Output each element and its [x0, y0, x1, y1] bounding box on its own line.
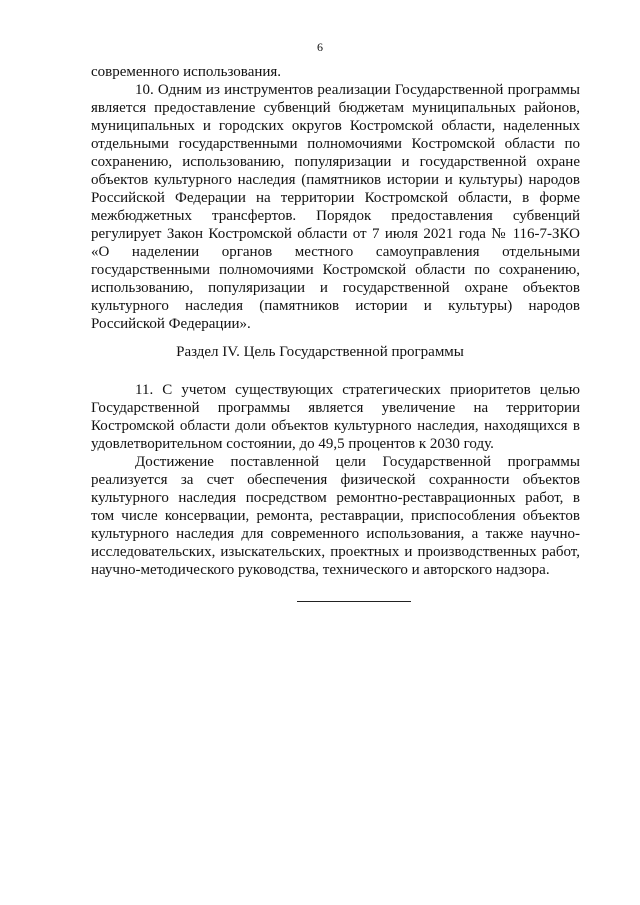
paragraph-12-line: культурного наследия для современного использования, а также научно- [91, 526, 580, 542]
paragraph-10-line: государственными полномочиями Костромской области по сохранению, [91, 262, 580, 278]
closing-divider [297, 601, 411, 602]
paragraph-10-line: объектов культурного наследия (памятников истории и культуры) народов [91, 172, 580, 188]
paragraph-10-line: культурного наследия (памятников истории и культуры) народов [91, 298, 580, 314]
section-heading: Раздел IV. Цель Государственной программы [176, 344, 464, 360]
paragraph-11-line: Государственной программы является увеличение на территории [91, 400, 580, 416]
paragraph-10-line: регулирует Закон Костромской области от 7 июля 2021 года № 116-7-ЗКО [91, 226, 580, 242]
paragraph-12-line: том числе консервации, ремонта, реставрации, приспособления объектов [91, 508, 580, 524]
paragraph-10-line: межбюджетных трансфертов. Порядок предоставления субвенций [91, 208, 580, 224]
paragraph-10-line: муниципальных и городских округов Костромской области, наделенных [91, 118, 580, 134]
continuation-line: современного использования. [91, 64, 282, 80]
paragraph-12-line: Достижение поставленной цели Государственной программы [135, 454, 580, 470]
paragraph-10-line: 10. Одним из инструментов реализации Государственной программы [135, 82, 580, 98]
paragraph-10-line: Российской Федерации на территории Костромской области, в форме [91, 190, 580, 206]
paragraph-10-line: использованию, популяризации и государственной охране объектов [91, 280, 580, 296]
paragraph-11-line: Костромской области доли объектов культурного наследия, находящихся в [91, 418, 580, 434]
paragraph-12-line: исследовательских, изыскательских, проектных и производственных работ, [91, 544, 580, 560]
page-number: 6 [317, 40, 323, 54]
paragraph-12-line: культурного наследия посредством ремонтно-реставрационных работ, в [91, 490, 580, 506]
paragraph-10-line: является предоставление субвенций бюджетам муниципальных районов, [91, 100, 580, 116]
paragraph-10-line: Российской Федерации». [91, 316, 251, 332]
paragraph-12-line: научно-методического руководства, технического и авторского надзора. [91, 562, 550, 578]
paragraph-10-line: «О наделении органов местного самоуправления отдельными [91, 244, 580, 260]
paragraph-12-line: реализуется за счет обеспечения физической сохранности объектов [91, 472, 580, 488]
paragraph-10-line: отдельными государственными полномочиями Костромской области по [91, 136, 580, 152]
paragraph-11-line: удовлетворительном состоянии, до 49,5 процентов к 2030 году. [91, 436, 494, 452]
paragraph-11-line: 11. С учетом существующих стратегических приоритетов целью [135, 382, 580, 398]
paragraph-10-line: сохранению, использованию, популяризации и государственной охране [91, 154, 580, 170]
